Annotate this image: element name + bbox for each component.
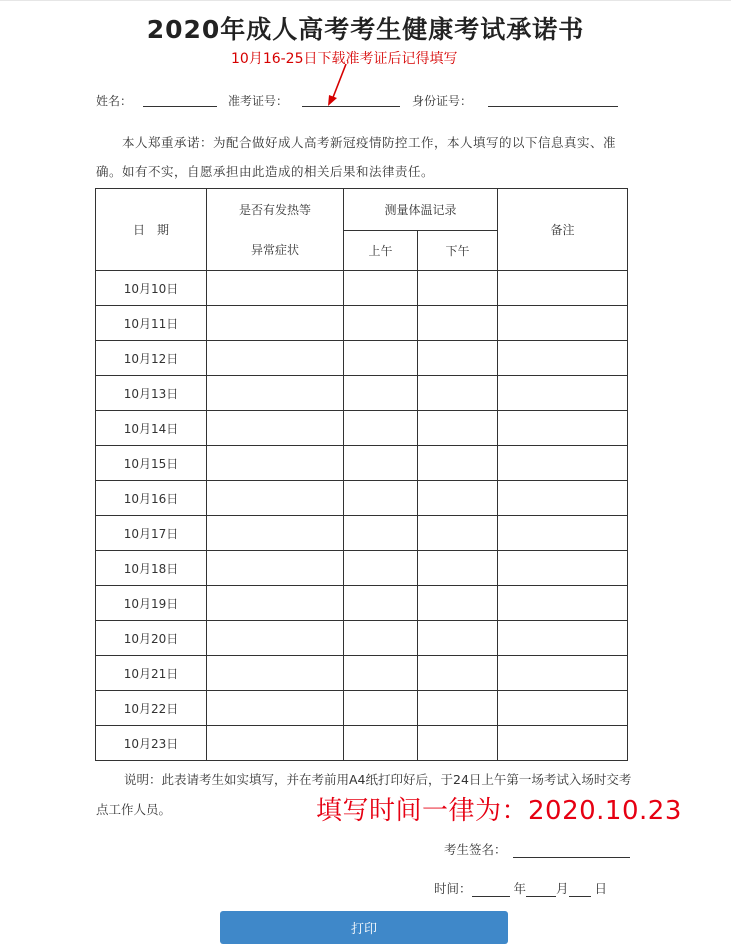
header-am: 上午 [344,231,418,271]
table-row [96,586,628,621]
remarks-cell[interactable] [498,481,628,516]
table-row [96,481,628,516]
date-cell: 10月21日 [96,656,207,691]
table-row [96,271,628,306]
symptom-cell[interactable] [207,271,344,306]
symptom-cell[interactable] [207,586,344,621]
pm-temp-cell[interactable] [418,306,498,341]
health-record-table [95,188,628,761]
table-row [96,516,628,551]
signature-field-line[interactable] [513,844,630,858]
pm-temp-cell[interactable] [418,341,498,376]
pm-temp-cell[interactable] [418,271,498,306]
date-cell: 10月13日 [96,376,207,411]
print-button[interactable]: 打印 [220,911,508,944]
symptom-cell[interactable] [207,691,344,726]
month-label: 月 [556,881,569,896]
pm-temp-cell[interactable] [418,411,498,446]
table-row [96,306,628,341]
month-field-line[interactable] [526,883,556,897]
remarks-cell[interactable] [498,656,628,691]
fill-date-notice: 填写时间一律为：2020.10.23 [316,796,682,826]
header-symptom [207,189,344,271]
page-title: 2020年成人高考考生健康考试承诺书 [146,15,585,44]
date-cell: 10月15日 [96,446,207,481]
am-temp-cell[interactable] [344,446,418,481]
table-row [96,621,628,656]
header-pm: 下午 [418,231,498,271]
am-temp-cell[interactable] [344,656,418,691]
header-symptom-line2: 异常症状 [250,242,299,257]
pm-temp-cell[interactable] [418,621,498,656]
table-row [96,341,628,376]
pledge-text: 本人郑重承诺：为配合做好成人高考新冠疫情防控工作，本人填写的以下信息真实、准确。如有不实，自愿承担由此造成的相关后果和法律责任。 [96,135,617,179]
table-row [96,726,628,761]
am-temp-cell[interactable] [344,341,418,376]
pm-temp-cell[interactable] [418,376,498,411]
am-temp-cell[interactable] [344,551,418,586]
symptom-cell[interactable] [207,411,344,446]
symptom-cell[interactable] [207,446,344,481]
symptom-cell[interactable] [207,516,344,551]
day-label: 日 [594,881,608,896]
am-temp-cell[interactable] [344,306,418,341]
am-temp-cell[interactable] [344,691,418,726]
table-row [96,446,628,481]
pm-temp-cell[interactable] [418,481,498,516]
top-divider [0,0,731,1]
header-symptom-line1: 是否有发热等 [238,202,311,217]
date-cell: 10月23日 [96,726,207,761]
date-cell: 10月17日 [96,516,207,551]
remarks-cell[interactable] [498,551,628,586]
date-cell: 10月18日 [96,551,207,586]
date-label: 时间： [434,881,472,896]
am-temp-cell[interactable] [344,411,418,446]
symptom-cell[interactable] [207,656,344,691]
symptom-cell[interactable] [207,306,344,341]
symptom-cell[interactable] [207,341,344,376]
pm-temp-cell[interactable] [418,726,498,761]
symptom-cell[interactable] [207,726,344,761]
date-cell: 10月20日 [96,621,207,656]
signature-label: 考生签名： [444,842,507,857]
remarks-cell[interactable] [498,376,628,411]
remarks-cell[interactable] [498,341,628,376]
symptom-cell[interactable] [207,481,344,516]
day-field-line[interactable] [569,883,591,897]
remarks-cell[interactable] [498,691,628,726]
ticket-field-line[interactable] [302,106,400,107]
symptom-cell[interactable] [207,551,344,586]
pm-temp-cell[interactable] [418,551,498,586]
table-row [96,411,628,446]
remarks-cell[interactable] [498,411,628,446]
remarks-cell[interactable] [498,726,628,761]
date-cell: 10月16日 [96,481,207,516]
table-row [96,656,628,691]
remarks-cell[interactable] [498,516,628,551]
date-cell: 10月22日 [96,691,207,726]
header-date: 日 期 [96,189,207,271]
date-row [434,879,607,897]
date-cell: 10月10日 [96,271,207,306]
remarks-cell[interactable] [498,271,628,306]
year-field-line[interactable] [472,883,510,897]
name-field-line[interactable] [143,106,217,107]
remarks-cell[interactable] [498,306,628,341]
header-remarks: 备注 [498,189,628,271]
am-temp-cell[interactable] [344,376,418,411]
name-label: 姓名： [96,94,133,108]
date-cell: 10月11日 [96,306,207,341]
table-row [96,376,628,411]
am-temp-cell[interactable] [344,726,418,761]
date-cell: 10月19日 [96,586,207,621]
remarks-cell[interactable] [498,586,628,621]
pm-temp-cell[interactable] [418,586,498,621]
table-row [96,691,628,726]
date-cell: 10月12日 [96,341,207,376]
pm-temp-cell[interactable] [418,446,498,481]
remarks-cell[interactable] [498,621,628,656]
am-temp-cell[interactable] [344,586,418,621]
symptom-cell[interactable] [207,376,344,411]
table-row [96,551,628,586]
idcard-field-line[interactable] [488,106,618,107]
pm-temp-cell[interactable] [418,656,498,691]
idcard-label: 身份证号： [412,94,473,108]
instructions-note: 说明：此表请考生如实填写，并在考前用A4纸打印好后，于24日上午第一场考试入场时交考点工作人员。 [96,772,632,817]
ticket-label: 准考证号： [228,94,289,108]
am-temp-cell[interactable] [344,621,418,656]
date-cell: 10月14日 [96,411,207,446]
signature-row [444,840,630,858]
am-temp-cell[interactable] [344,516,418,551]
am-temp-cell[interactable] [344,271,418,306]
remarks-cell[interactable] [498,446,628,481]
pm-temp-cell[interactable] [418,516,498,551]
pm-temp-cell[interactable] [418,691,498,726]
header-temperature: 测量体温记录 [344,189,498,231]
year-label: 年 [513,881,527,896]
red-annotation: 10月16-25日下载准考证后记得填写 [231,51,458,67]
red-arrow-icon [320,62,350,108]
am-temp-cell[interactable] [344,481,418,516]
symptom-cell[interactable] [207,621,344,656]
